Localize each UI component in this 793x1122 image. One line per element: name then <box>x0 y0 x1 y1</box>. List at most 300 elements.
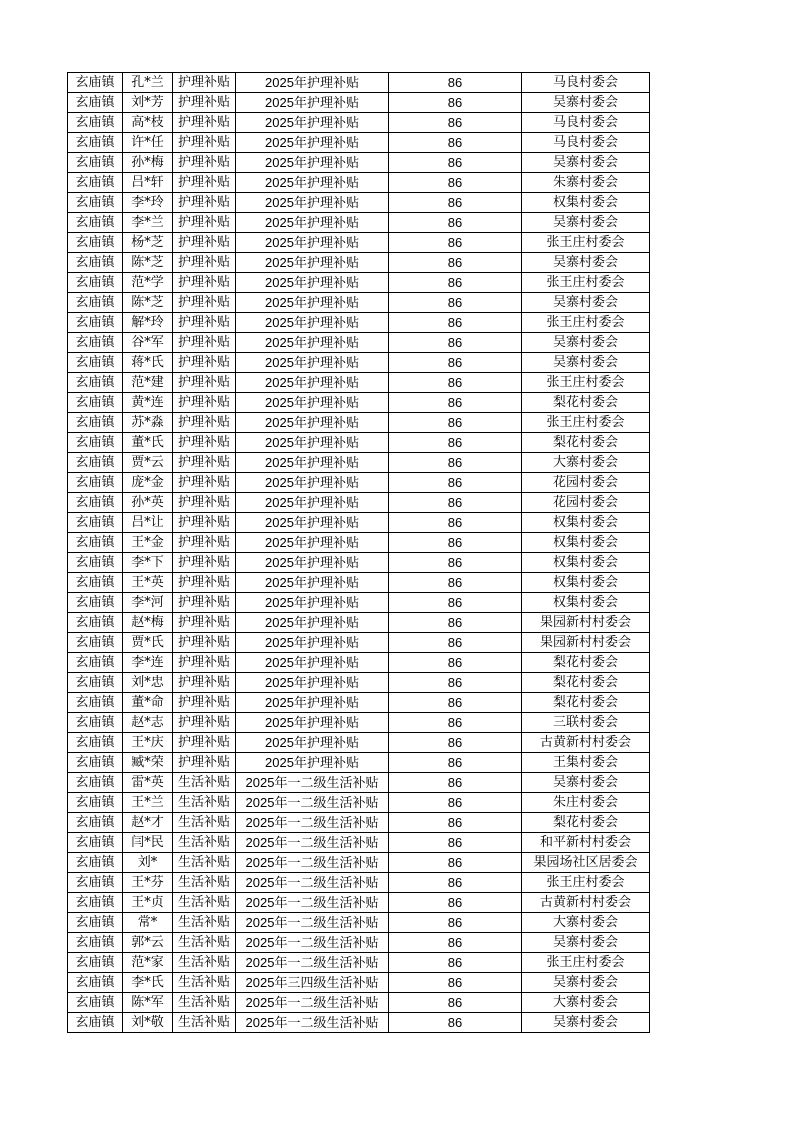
amount-cell: 86 <box>389 793 522 813</box>
village-cell: 和平新村村委会 <box>522 833 650 853</box>
amount-cell: 86 <box>389 473 522 493</box>
subsidy-item-cell: 2025年护理补贴 <box>236 353 389 373</box>
amount-cell: 86 <box>389 173 522 193</box>
amount-cell: 86 <box>389 73 522 93</box>
subsidy-type-cell: 护理补贴 <box>173 353 236 373</box>
village-cell: 吴寨村委会 <box>522 933 650 953</box>
town-cell: 玄庙镇 <box>68 833 123 853</box>
subsidy-type-cell: 护理补贴 <box>173 633 236 653</box>
amount-cell: 86 <box>389 433 522 453</box>
name-cell: 刘* <box>123 853 173 873</box>
amount-cell: 86 <box>389 653 522 673</box>
amount-cell: 86 <box>389 733 522 753</box>
name-cell: 王*英 <box>123 573 173 593</box>
subsidy-item-cell: 2025年护理补贴 <box>236 233 389 253</box>
subsidy-item-cell: 2025年护理补贴 <box>236 653 389 673</box>
subsidy-item-cell: 2025年护理补贴 <box>236 753 389 773</box>
subsidy-item-cell: 2025年一二级生活补贴 <box>236 873 389 893</box>
amount-cell: 86 <box>389 953 522 973</box>
town-cell: 玄庙镇 <box>68 253 123 273</box>
name-cell: 李*河 <box>123 593 173 613</box>
table-row <box>68 813 650 833</box>
table-row <box>68 353 650 373</box>
name-cell: 赵*志 <box>123 713 173 733</box>
subsidy-item-cell: 2025年一二级生活补贴 <box>236 893 389 913</box>
village-cell: 马良村委会 <box>522 73 650 93</box>
amount-cell: 86 <box>389 193 522 213</box>
town-cell: 玄庙镇 <box>68 573 123 593</box>
subsidy-type-cell: 护理补贴 <box>173 733 236 753</box>
village-cell: 张王庄村委会 <box>522 313 650 333</box>
village-cell: 吴寨村委会 <box>522 353 650 373</box>
town-cell: 玄庙镇 <box>68 953 123 973</box>
table-row <box>68 433 650 453</box>
village-cell: 古黄新村村委会 <box>522 733 650 753</box>
table-row <box>68 333 650 353</box>
village-cell: 王集村委会 <box>522 753 650 773</box>
name-cell: 雷*英 <box>123 773 173 793</box>
name-cell: 李*下 <box>123 553 173 573</box>
name-cell: 陈*军 <box>123 993 173 1013</box>
amount-cell: 86 <box>389 773 522 793</box>
subsidy-type-cell: 护理补贴 <box>173 333 236 353</box>
table-row <box>68 253 650 273</box>
name-cell: 谷*军 <box>123 333 173 353</box>
town-cell: 玄庙镇 <box>68 113 123 133</box>
table-row <box>68 673 650 693</box>
name-cell: 苏*淼 <box>123 413 173 433</box>
village-cell: 吴寨村委会 <box>522 293 650 313</box>
name-cell: 王*芬 <box>123 873 173 893</box>
village-cell: 朱寨村委会 <box>522 173 650 193</box>
subsidy-type-cell: 生活补贴 <box>173 833 236 853</box>
village-cell: 马良村委会 <box>522 133 650 153</box>
subsidy-type-cell: 护理补贴 <box>173 293 236 313</box>
table-row <box>68 93 650 113</box>
subsidy-type-cell: 生活补贴 <box>173 933 236 953</box>
town-cell: 玄庙镇 <box>68 713 123 733</box>
subsidy-item-cell: 2025年一二级生活补贴 <box>236 833 389 853</box>
amount-cell: 86 <box>389 233 522 253</box>
town-cell: 玄庙镇 <box>68 293 123 313</box>
amount-cell: 86 <box>389 753 522 773</box>
town-cell: 玄庙镇 <box>68 233 123 253</box>
subsidy-item-cell: 2025年一二级生活补贴 <box>236 933 389 953</box>
town-cell: 玄庙镇 <box>68 513 123 533</box>
amount-cell: 86 <box>389 313 522 333</box>
name-cell: 王*贞 <box>123 893 173 913</box>
table-row <box>68 153 650 173</box>
town-cell: 玄庙镇 <box>68 273 123 293</box>
name-cell: 刘*忠 <box>123 673 173 693</box>
subsidy-item-cell: 2025年护理补贴 <box>236 613 389 633</box>
table-row <box>68 553 650 573</box>
subsidy-item-cell: 2025年一二级生活补贴 <box>236 793 389 813</box>
subsidy-item-cell: 2025年护理补贴 <box>236 393 389 413</box>
subsidy-item-cell: 2025年护理补贴 <box>236 273 389 293</box>
subsidy-table <box>67 72 650 1033</box>
subsidy-item-cell: 2025年护理补贴 <box>236 733 389 753</box>
name-cell: 董*氏 <box>123 433 173 453</box>
town-cell: 玄庙镇 <box>68 133 123 153</box>
town-cell: 玄庙镇 <box>68 653 123 673</box>
subsidy-item-cell: 2025年护理补贴 <box>236 493 389 513</box>
table-row <box>68 753 650 773</box>
amount-cell: 86 <box>389 813 522 833</box>
amount-cell: 86 <box>389 253 522 273</box>
subsidy-type-cell: 护理补贴 <box>173 653 236 673</box>
name-cell: 李*连 <box>123 653 173 673</box>
village-cell: 张王庄村委会 <box>522 233 650 253</box>
table-row <box>68 113 650 133</box>
table-row <box>68 313 650 333</box>
name-cell: 李*氏 <box>123 973 173 993</box>
amount-cell: 86 <box>389 713 522 733</box>
subsidy-item-cell: 2025年护理补贴 <box>236 573 389 593</box>
table-row <box>68 273 650 293</box>
subsidy-type-cell: 生活补贴 <box>173 793 236 813</box>
town-cell: 玄庙镇 <box>68 193 123 213</box>
subsidy-type-cell: 护理补贴 <box>173 593 236 613</box>
town-cell: 玄庙镇 <box>68 353 123 373</box>
subsidy-type-cell: 护理补贴 <box>173 473 236 493</box>
town-cell: 玄庙镇 <box>68 333 123 353</box>
name-cell: 陈*芝 <box>123 293 173 313</box>
amount-cell: 86 <box>389 353 522 373</box>
subsidy-type-cell: 护理补贴 <box>173 193 236 213</box>
amount-cell: 86 <box>389 393 522 413</box>
amount-cell: 86 <box>389 373 522 393</box>
name-cell: 孔*兰 <box>123 73 173 93</box>
table-row <box>68 733 650 753</box>
village-cell: 权集村委会 <box>522 193 650 213</box>
subsidy-item-cell: 2025年护理补贴 <box>236 593 389 613</box>
subsidy-type-cell: 生活补贴 <box>173 993 236 1013</box>
subsidy-type-cell: 护理补贴 <box>173 73 236 93</box>
table-row <box>68 513 650 533</box>
town-cell: 玄庙镇 <box>68 373 123 393</box>
village-cell: 吴寨村委会 <box>522 1013 650 1033</box>
town-cell: 玄庙镇 <box>68 733 123 753</box>
town-cell: 玄庙镇 <box>68 893 123 913</box>
table-row <box>68 133 650 153</box>
name-cell: 王*金 <box>123 533 173 553</box>
table-row <box>68 73 650 93</box>
subsidy-type-cell: 护理补贴 <box>173 493 236 513</box>
town-cell: 玄庙镇 <box>68 73 123 93</box>
subsidy-type-cell: 护理补贴 <box>173 453 236 473</box>
table-row <box>68 853 650 873</box>
name-cell: 臧*荣 <box>123 753 173 773</box>
subsidy-item-cell: 2025年护理补贴 <box>236 193 389 213</box>
subsidy-item-cell: 2025年护理补贴 <box>236 253 389 273</box>
village-cell: 梨花村委会 <box>522 393 650 413</box>
town-cell: 玄庙镇 <box>68 533 123 553</box>
name-cell: 吕*让 <box>123 513 173 533</box>
town-cell: 玄庙镇 <box>68 93 123 113</box>
village-cell: 吴寨村委会 <box>522 253 650 273</box>
subsidy-type-cell: 护理补贴 <box>173 393 236 413</box>
village-cell: 张王庄村委会 <box>522 273 650 293</box>
table-row <box>68 393 650 413</box>
subsidy-type-cell: 护理补贴 <box>173 413 236 433</box>
subsidy-type-cell: 生活补贴 <box>173 873 236 893</box>
town-cell: 玄庙镇 <box>68 813 123 833</box>
name-cell: 许*任 <box>123 133 173 153</box>
subsidy-item-cell: 2025年护理补贴 <box>236 673 389 693</box>
subsidy-item-cell: 2025年护理补贴 <box>236 553 389 573</box>
subsidy-item-cell: 2025年三四级生活补贴 <box>236 973 389 993</box>
name-cell: 高*枝 <box>123 113 173 133</box>
amount-cell: 86 <box>389 633 522 653</box>
name-cell: 范*家 <box>123 953 173 973</box>
village-cell: 张王庄村委会 <box>522 873 650 893</box>
subsidy-type-cell: 护理补贴 <box>173 113 236 133</box>
village-cell: 权集村委会 <box>522 573 650 593</box>
name-cell: 闫*民 <box>123 833 173 853</box>
subsidy-type-cell: 护理补贴 <box>173 513 236 533</box>
table-row <box>68 633 650 653</box>
subsidy-item-cell: 2025年护理补贴 <box>236 333 389 353</box>
table-row <box>68 913 650 933</box>
subsidy-type-cell: 护理补贴 <box>173 693 236 713</box>
subsidy-item-cell: 2025年护理补贴 <box>236 153 389 173</box>
amount-cell: 86 <box>389 593 522 613</box>
table-row <box>68 473 650 493</box>
town-cell: 玄庙镇 <box>68 613 123 633</box>
name-cell: 王*兰 <box>123 793 173 813</box>
town-cell: 玄庙镇 <box>68 313 123 333</box>
subsidy-item-cell: 2025年护理补贴 <box>236 413 389 433</box>
village-cell: 梨花村委会 <box>522 693 650 713</box>
subsidy-type-cell: 护理补贴 <box>173 233 236 253</box>
village-cell: 吴寨村委会 <box>522 153 650 173</box>
subsidy-type-cell: 护理补贴 <box>173 213 236 233</box>
subsidy-type-cell: 护理补贴 <box>173 153 236 173</box>
name-cell: 庞*金 <box>123 473 173 493</box>
subsidy-type-cell: 护理补贴 <box>173 673 236 693</box>
town-cell: 玄庙镇 <box>68 913 123 933</box>
subsidy-type-cell: 生活补贴 <box>173 1013 236 1033</box>
amount-cell: 86 <box>389 213 522 233</box>
subsidy-item-cell: 2025年护理补贴 <box>236 133 389 153</box>
subsidy-type-cell: 生活补贴 <box>173 913 236 933</box>
village-cell: 张王庄村委会 <box>522 953 650 973</box>
amount-cell: 86 <box>389 513 522 533</box>
subsidy-type-cell: 生活补贴 <box>173 953 236 973</box>
table-row <box>68 493 650 513</box>
amount-cell: 86 <box>389 1013 522 1033</box>
village-cell: 权集村委会 <box>522 593 650 613</box>
amount-cell: 86 <box>389 413 522 433</box>
subsidy-item-cell: 2025年护理补贴 <box>236 693 389 713</box>
village-cell: 权集村委会 <box>522 533 650 553</box>
name-cell: 董*命 <box>123 693 173 713</box>
town-cell: 玄庙镇 <box>68 873 123 893</box>
subsidy-type-cell: 护理补贴 <box>173 553 236 573</box>
town-cell: 玄庙镇 <box>68 1013 123 1033</box>
town-cell: 玄庙镇 <box>68 973 123 993</box>
amount-cell: 86 <box>389 113 522 133</box>
town-cell: 玄庙镇 <box>68 793 123 813</box>
subsidy-item-cell: 2025年一二级生活补贴 <box>236 853 389 873</box>
table-row <box>68 953 650 973</box>
table-row <box>68 533 650 553</box>
table-row <box>68 933 650 953</box>
name-cell: 李*玲 <box>123 193 173 213</box>
table-row <box>68 573 650 593</box>
table-row <box>68 413 650 433</box>
subsidy-item-cell: 2025年护理补贴 <box>236 113 389 133</box>
town-cell: 玄庙镇 <box>68 473 123 493</box>
table-row <box>68 453 650 473</box>
subsidy-type-cell: 护理补贴 <box>173 273 236 293</box>
name-cell: 贾*氏 <box>123 633 173 653</box>
name-cell: 陈*芝 <box>123 253 173 273</box>
village-cell: 吴寨村委会 <box>522 773 650 793</box>
table-row <box>68 833 650 853</box>
subsidy-type-cell: 护理补贴 <box>173 373 236 393</box>
town-cell: 玄庙镇 <box>68 493 123 513</box>
village-cell: 果园新村村委会 <box>522 633 650 653</box>
subsidy-item-cell: 2025年护理补贴 <box>236 453 389 473</box>
amount-cell: 86 <box>389 613 522 633</box>
amount-cell: 86 <box>389 153 522 173</box>
table-row <box>68 193 650 213</box>
table-row <box>68 873 650 893</box>
subsidy-type-cell: 护理补贴 <box>173 93 236 113</box>
subsidy-type-cell: 生活补贴 <box>173 973 236 993</box>
town-cell: 玄庙镇 <box>68 553 123 573</box>
amount-cell: 86 <box>389 693 522 713</box>
town-cell: 玄庙镇 <box>68 993 123 1013</box>
subsidy-type-cell: 护理补贴 <box>173 313 236 333</box>
name-cell: 吕*轩 <box>123 173 173 193</box>
village-cell: 花园村委会 <box>522 493 650 513</box>
amount-cell: 86 <box>389 873 522 893</box>
table-row <box>68 773 650 793</box>
town-cell: 玄庙镇 <box>68 773 123 793</box>
village-cell: 梨花村委会 <box>522 653 650 673</box>
subsidy-type-cell: 生活补贴 <box>173 773 236 793</box>
village-cell: 吴寨村委会 <box>522 333 650 353</box>
amount-cell: 86 <box>389 893 522 913</box>
village-cell: 花园村委会 <box>522 473 650 493</box>
amount-cell: 86 <box>389 913 522 933</box>
village-cell: 朱庄村委会 <box>522 793 650 813</box>
amount-cell: 86 <box>389 553 522 573</box>
table-row <box>68 233 650 253</box>
village-cell: 古黄新村村委会 <box>522 893 650 913</box>
subsidy-type-cell: 生活补贴 <box>173 853 236 873</box>
name-cell: 贾*云 <box>123 453 173 473</box>
village-cell: 大寨村委会 <box>522 453 650 473</box>
table-row <box>68 793 650 813</box>
name-cell: 刘*芳 <box>123 93 173 113</box>
subsidy-item-cell: 2025年护理补贴 <box>236 713 389 733</box>
subsidy-type-cell: 护理补贴 <box>173 613 236 633</box>
subsidy-type-cell: 护理补贴 <box>173 173 236 193</box>
village-cell: 权集村委会 <box>522 553 650 573</box>
subsidy-item-cell: 2025年护理补贴 <box>236 513 389 533</box>
subsidy-item-cell: 2025年护理补贴 <box>236 473 389 493</box>
name-cell: 郭*云 <box>123 933 173 953</box>
subsidy-type-cell: 护理补贴 <box>173 753 236 773</box>
subsidy-item-cell: 2025年护理补贴 <box>236 73 389 93</box>
town-cell: 玄庙镇 <box>68 393 123 413</box>
village-cell: 权集村委会 <box>522 513 650 533</box>
amount-cell: 86 <box>389 493 522 513</box>
amount-cell: 86 <box>389 933 522 953</box>
village-cell: 三联村委会 <box>522 713 650 733</box>
village-cell: 马良村委会 <box>522 113 650 133</box>
subsidy-type-cell: 护理补贴 <box>173 253 236 273</box>
subsidy-item-cell: 2025年护理补贴 <box>236 533 389 553</box>
amount-cell: 86 <box>389 293 522 313</box>
town-cell: 玄庙镇 <box>68 453 123 473</box>
amount-cell: 86 <box>389 973 522 993</box>
village-cell: 吴寨村委会 <box>522 213 650 233</box>
name-cell: 蒋*氏 <box>123 353 173 373</box>
table-row <box>68 373 650 393</box>
amount-cell: 86 <box>389 673 522 693</box>
table-row <box>68 293 650 313</box>
subsidy-sheet <box>67 72 649 1033</box>
name-cell: 范*学 <box>123 273 173 293</box>
table-row <box>68 993 650 1013</box>
name-cell: 李*兰 <box>123 213 173 233</box>
table-row <box>68 173 650 193</box>
subsidy-type-cell: 护理补贴 <box>173 433 236 453</box>
town-cell: 玄庙镇 <box>68 153 123 173</box>
subsidy-item-cell: 2025年一二级生活补贴 <box>236 913 389 933</box>
name-cell: 孙*英 <box>123 493 173 513</box>
town-cell: 玄庙镇 <box>68 673 123 693</box>
amount-cell: 86 <box>389 853 522 873</box>
subsidy-item-cell: 2025年一二级生活补贴 <box>236 953 389 973</box>
subsidy-item-cell: 2025年护理补贴 <box>236 373 389 393</box>
name-cell: 赵*梅 <box>123 613 173 633</box>
amount-cell: 86 <box>389 533 522 553</box>
subsidy-item-cell: 2025年护理补贴 <box>236 293 389 313</box>
subsidy-item-cell: 2025年护理补贴 <box>236 433 389 453</box>
amount-cell: 86 <box>389 453 522 473</box>
town-cell: 玄庙镇 <box>68 213 123 233</box>
town-cell: 玄庙镇 <box>68 433 123 453</box>
name-cell: 刘*敬 <box>123 1013 173 1033</box>
town-cell: 玄庙镇 <box>68 633 123 653</box>
table-row <box>68 653 650 673</box>
subsidy-type-cell: 护理补贴 <box>173 713 236 733</box>
amount-cell: 86 <box>389 833 522 853</box>
village-cell: 吴寨村委会 <box>522 93 650 113</box>
name-cell: 赵*才 <box>123 813 173 833</box>
subsidy-item-cell: 2025年护理补贴 <box>236 173 389 193</box>
subsidy-type-cell: 生活补贴 <box>173 813 236 833</box>
subsidy-item-cell: 2025年护理补贴 <box>236 313 389 333</box>
amount-cell: 86 <box>389 273 522 293</box>
subsidy-type-cell: 护理补贴 <box>173 133 236 153</box>
town-cell: 玄庙镇 <box>68 753 123 773</box>
table-row <box>68 693 650 713</box>
table-row <box>68 213 650 233</box>
amount-cell: 86 <box>389 93 522 113</box>
village-cell: 大寨村委会 <box>522 913 650 933</box>
town-cell: 玄庙镇 <box>68 593 123 613</box>
amount-cell: 86 <box>389 333 522 353</box>
subsidy-type-cell: 护理补贴 <box>173 573 236 593</box>
town-cell: 玄庙镇 <box>68 933 123 953</box>
